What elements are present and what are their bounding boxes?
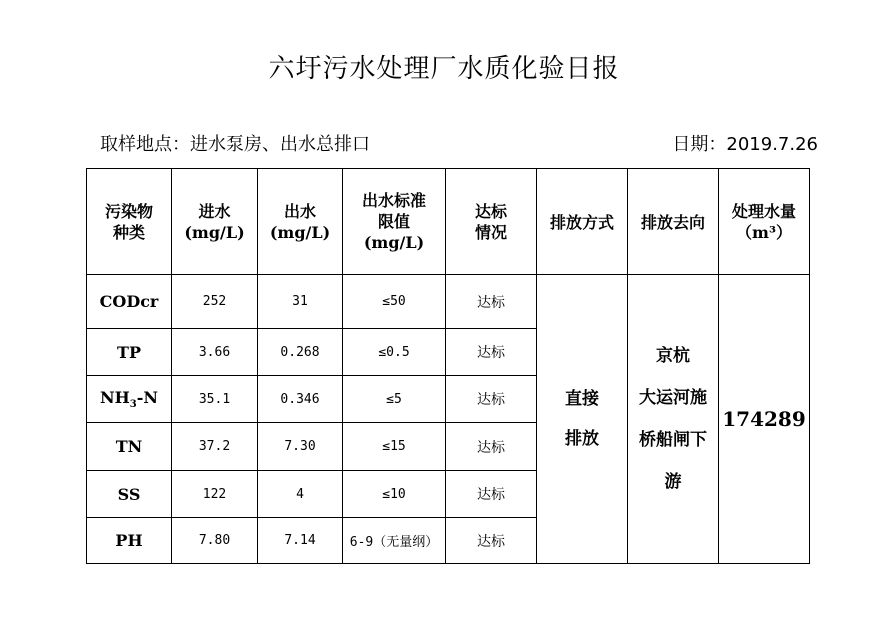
- standard-cell: ≤50: [343, 275, 446, 329]
- outflow-cell: 0.268: [258, 329, 343, 376]
- header-status: 达标 情况: [446, 169, 537, 275]
- header-pollutant: 污染物 种类: [87, 169, 172, 275]
- pollutant-cell: SS: [87, 471, 172, 518]
- inflow-cell: 35.1: [172, 376, 258, 423]
- inflow-cell: 252: [172, 275, 258, 329]
- status-cell: 达标: [446, 329, 537, 376]
- inflow-cell: 3.66: [172, 329, 258, 376]
- water-quality-table: [86, 168, 810, 564]
- inflow-cell: 7.80: [172, 518, 258, 564]
- pollutant-cell: TN: [87, 423, 172, 471]
- header-inflow: 进水 (mg/L): [172, 169, 258, 275]
- header-outflow: 出水 (mg/L): [258, 169, 343, 275]
- status-cell: 达标: [446, 423, 537, 471]
- standard-cell: ≤5: [343, 376, 446, 423]
- pollutant-cell: PH: [87, 518, 172, 564]
- header-treated-volume: 处理水量 （m³）: [719, 169, 810, 275]
- outflow-cell: 7.14: [258, 518, 343, 564]
- header-row: [87, 169, 810, 275]
- status-cell: 达标: [446, 518, 537, 564]
- sampling-location: 取样地点：进水泵房、出水总排口: [100, 134, 370, 155]
- standard-cell: ≤10: [343, 471, 446, 518]
- standard-cell: ≤0.5: [343, 329, 446, 376]
- header-discharge-destination: 排放去向: [628, 169, 719, 275]
- status-cell: 达标: [446, 275, 537, 329]
- header-standard: 出水标准 限值 (mg/L): [343, 169, 446, 275]
- treated-volume-cell: 174289: [719, 275, 810, 564]
- pollutant-cell: TP: [87, 329, 172, 376]
- status-cell: 达标: [446, 376, 537, 423]
- header-discharge-method: 排放方式: [537, 169, 628, 275]
- pollutant-cell: CODcr: [87, 275, 172, 329]
- table-row: [87, 275, 810, 329]
- outflow-cell: 4: [258, 471, 343, 518]
- pollutant-cell: $NH_3-N$: [87, 376, 172, 423]
- standard-cell: 6-9（无量纲）: [343, 518, 446, 564]
- status-cell: 达标: [446, 471, 537, 518]
- outflow-cell: 7.30: [258, 423, 343, 471]
- discharge-destination-cell: 京杭 大运河施 桥船闸下 游: [628, 275, 719, 564]
- report-title: 六圩污水处理厂水质化验日报: [268, 54, 620, 84]
- discharge-method-cell: 直接 排放: [537, 275, 628, 564]
- inflow-cell: 122: [172, 471, 258, 518]
- standard-cell: ≤15: [343, 423, 446, 471]
- outflow-cell: 0.346: [258, 376, 343, 423]
- outflow-cell: 31: [258, 275, 343, 329]
- report-date: 日期：2019.7.26: [672, 134, 818, 155]
- inflow-cell: 37.2: [172, 423, 258, 471]
